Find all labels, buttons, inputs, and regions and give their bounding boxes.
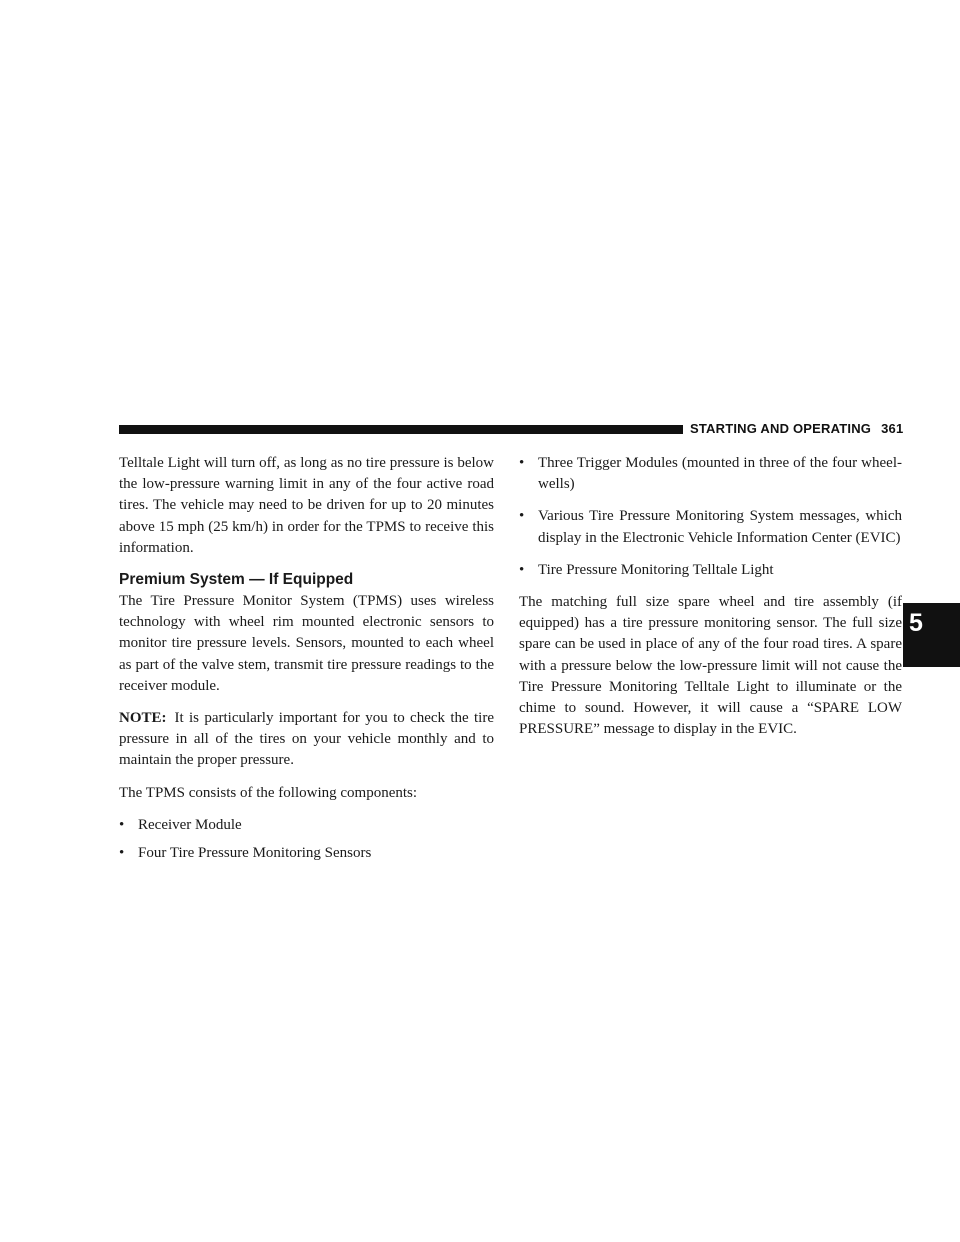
section-title: STARTING AND OPERATING — [690, 421, 872, 436]
intro-paragraph: Telltale Light will turn off, as long as no tire pressure is below the low-pressure warning limit in any of the four active road tires. The vehicle may need to be driven for up to 20 minutes above 15 mph (25 km/h) in order for the TPMS to receive this information. — [119, 455, 494, 556]
right-column — [519, 453, 902, 751]
spare-tire-paragraph: The matching full size spare wheel and tire assembly (if equipped) has a tire pressure monitoring sensor. The full size spare can be used in place of any of the four road tires. A spare with a pressure below the low-pressure limit will not cause the Tire Pressure Monitoring Telltale Light to illuminate or the chime to sound. However, it will cause a “SPARE LOW PRESSURE” message to display in the EVIC. — [519, 594, 902, 738]
list-item-text: Various Tire Pressure Monitoring System messages, which display in the Electronic Vehicle Information Center (EVIC) — [538, 508, 902, 546]
list-item-text: Four Tire Pressure Monitoring Sensors — [138, 845, 372, 862]
list-item — [519, 453, 902, 495]
component-list — [119, 815, 494, 864]
chapter-tab — [903, 603, 960, 667]
page-number: 361 — [881, 421, 904, 436]
section-heading: Premium System — If Equipped — [119, 571, 354, 589]
bullet-icon: • — [519, 455, 525, 471]
component-list-continued — [519, 453, 902, 581]
bullet-icon: • — [119, 845, 125, 862]
list-item — [119, 815, 494, 836]
bullet-icon: • — [119, 816, 125, 833]
note-text: It is particularly important for you to check the tire pressure in all of the tires on your vehicle monthly and to maintain the proper pressure. — [119, 710, 494, 769]
bullet-icon: • — [519, 561, 525, 578]
list-item-text: Receiver Module — [138, 816, 242, 833]
list-item-text: Tire Pressure Monitoring Telltale Light — [538, 561, 774, 578]
header-rule — [119, 425, 683, 434]
list-item — [119, 843, 494, 864]
list-item — [519, 560, 902, 581]
chapter-number: 5 — [909, 609, 923, 637]
left-column — [119, 453, 494, 871]
list-item-text: Three Trigger Modules (mounted in three of the four wheel-wells) — [538, 455, 902, 493]
components-intro: The TPMS consists of the following components: — [119, 784, 418, 801]
list-item — [519, 506, 902, 548]
note-label: NOTE: — [119, 710, 167, 727]
running-header — [690, 420, 903, 438]
body-paragraph: The Tire Pressure Monitor System (TPMS) uses wireless technology with wheel rim mounted electronic sensors to monitor tire pressure levels. Sensors, mounted to each wheel as part of the valve stem, transmit tire pressure readings to the receiver module. — [119, 593, 494, 694]
note-paragraph — [119, 708, 494, 772]
bullet-icon: • — [519, 508, 525, 525]
